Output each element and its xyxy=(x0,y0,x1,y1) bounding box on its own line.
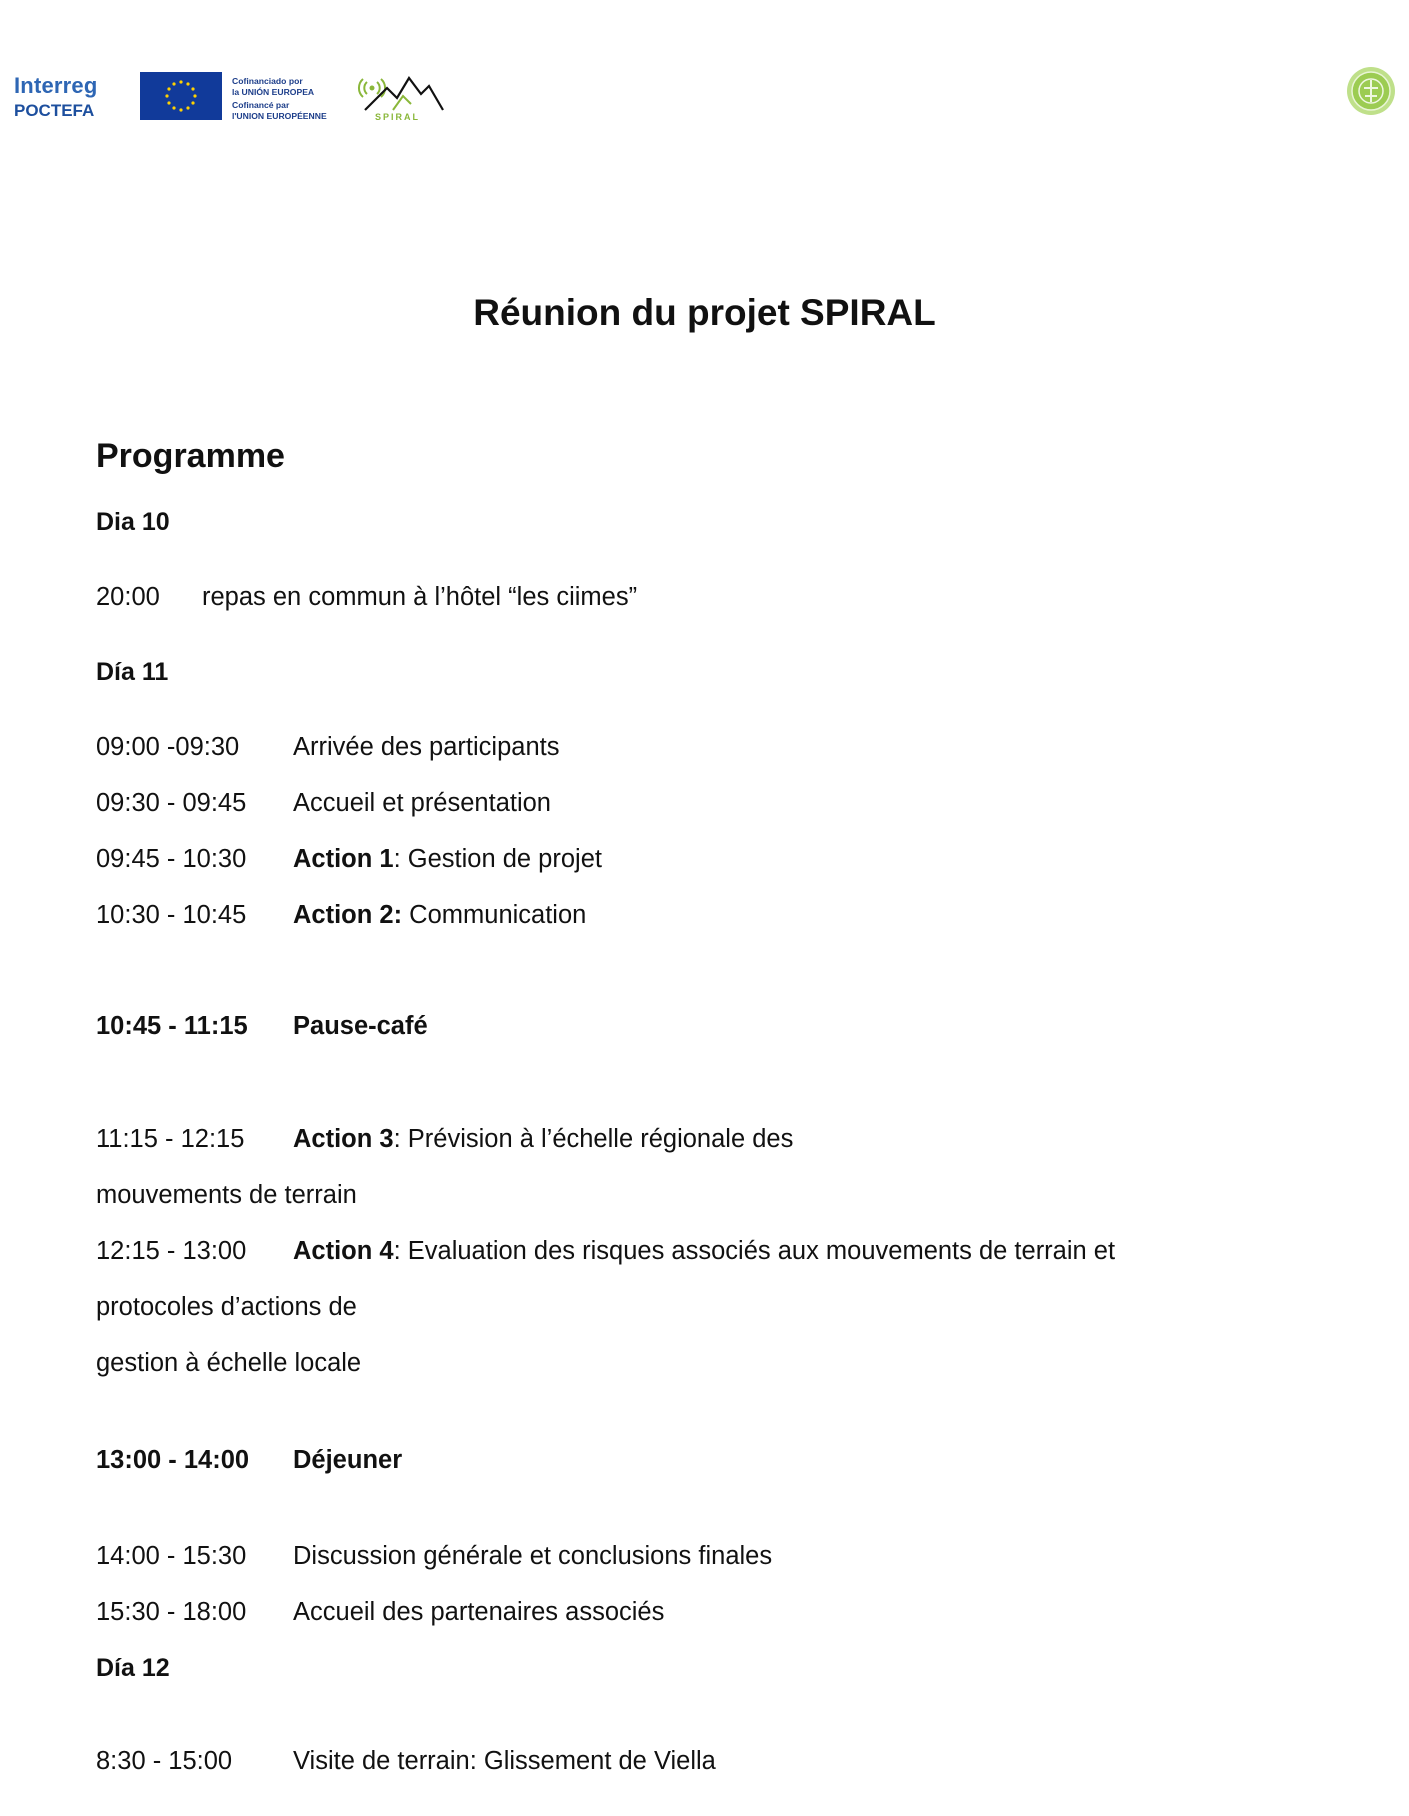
schedule-text: : Prévision à l’échelle régionale des xyxy=(393,1125,794,1153)
schedule-text: Arrivée des participants xyxy=(293,733,560,761)
schedule-text-continuation: gestion à échelle locale xyxy=(96,1349,362,1377)
schedule-row xyxy=(96,733,559,762)
schedule-text-continuation: protocoles d’actions de xyxy=(96,1293,357,1321)
schedule-row xyxy=(96,901,586,930)
schedule-row xyxy=(96,1542,772,1571)
spiral-logo xyxy=(357,70,445,130)
schedule-row xyxy=(96,789,551,818)
schedule-row-break xyxy=(96,1446,402,1475)
schedule-text: Accueil et présentation xyxy=(293,789,551,817)
day-heading: Dia 10 xyxy=(96,508,170,536)
schedule-row xyxy=(96,1237,1115,1266)
action-label: Action 3 xyxy=(293,1125,394,1153)
schedule-text: Communication xyxy=(402,901,587,929)
schedule-row xyxy=(96,583,637,612)
interreg-text: Interreg xyxy=(14,73,98,98)
schedule-row xyxy=(96,1125,793,1154)
action-label: Action 2: xyxy=(293,901,403,929)
schedule-time: 14:00 - 15:30 xyxy=(96,1542,247,1570)
schedule-text: : Gestion de projet xyxy=(393,845,602,873)
page-title: Réunion du projet SPIRAL xyxy=(473,292,936,333)
schedule-time: 09:45 - 10:30 xyxy=(96,845,247,873)
schedule-time: 20:00 xyxy=(96,583,160,611)
schedule-time: 15:30 - 18:00 xyxy=(96,1598,247,1626)
schedule-text: : Evaluation des risques associés aux mouvements de terrain et xyxy=(393,1237,1116,1265)
schedule-time: 8:30 - 15:00 xyxy=(96,1747,233,1775)
schedule-text: Visite de terrain: Glissement de Viella xyxy=(293,1747,716,1775)
cofinancing-text: Cofinanciado por la UNIÓN EUROPEA Cofinancé par l'UNION EUROPÉENNE xyxy=(232,76,327,121)
schedule-time: 09:30 - 09:45 xyxy=(96,789,247,817)
schedule-row xyxy=(96,1598,664,1627)
eu-flag-icon xyxy=(140,72,222,120)
section-heading: Programme xyxy=(96,437,285,475)
spiral-logo-text: SPIRAL xyxy=(375,112,421,122)
schedule-text-continuation: mouvements de terrain xyxy=(96,1181,357,1209)
schedule-text: repas en commun à l’hôtel “les ciimes” xyxy=(202,583,638,611)
schedule-row xyxy=(96,1747,716,1776)
schedule-row xyxy=(96,845,602,874)
schedule-time: 09:00 -09:30 xyxy=(96,733,240,761)
schedule-row-break xyxy=(96,1012,428,1041)
schedule-text: Discussion générale et conclusions finales xyxy=(293,1542,773,1570)
action-label: Action 4 xyxy=(293,1237,394,1265)
interreg-poctefa-logo xyxy=(14,74,132,122)
schedule-time: 10:30 - 10:45 xyxy=(96,901,247,929)
schedule-text: Pause-café xyxy=(293,1012,428,1040)
schedule-time: 12:15 - 13:00 xyxy=(96,1237,247,1265)
day-heading: Día 11 xyxy=(96,658,169,686)
day-heading: Día 12 xyxy=(96,1654,170,1682)
schedule-time: 11:15 - 12:15 xyxy=(96,1125,245,1153)
action-label: Action 1 xyxy=(293,845,394,873)
schedule-text: Déjeuner xyxy=(293,1446,403,1474)
poctefa-text: POCTEFA xyxy=(14,101,95,120)
schedule-time: 13:00 - 14:00 xyxy=(96,1446,250,1474)
schedule-text: Accueil des partenaires associés xyxy=(293,1598,665,1626)
spiral-mountain-icon xyxy=(357,70,445,114)
seal-logo xyxy=(1346,66,1396,116)
schedule-time: 10:45 - 11:15 xyxy=(96,1012,248,1040)
